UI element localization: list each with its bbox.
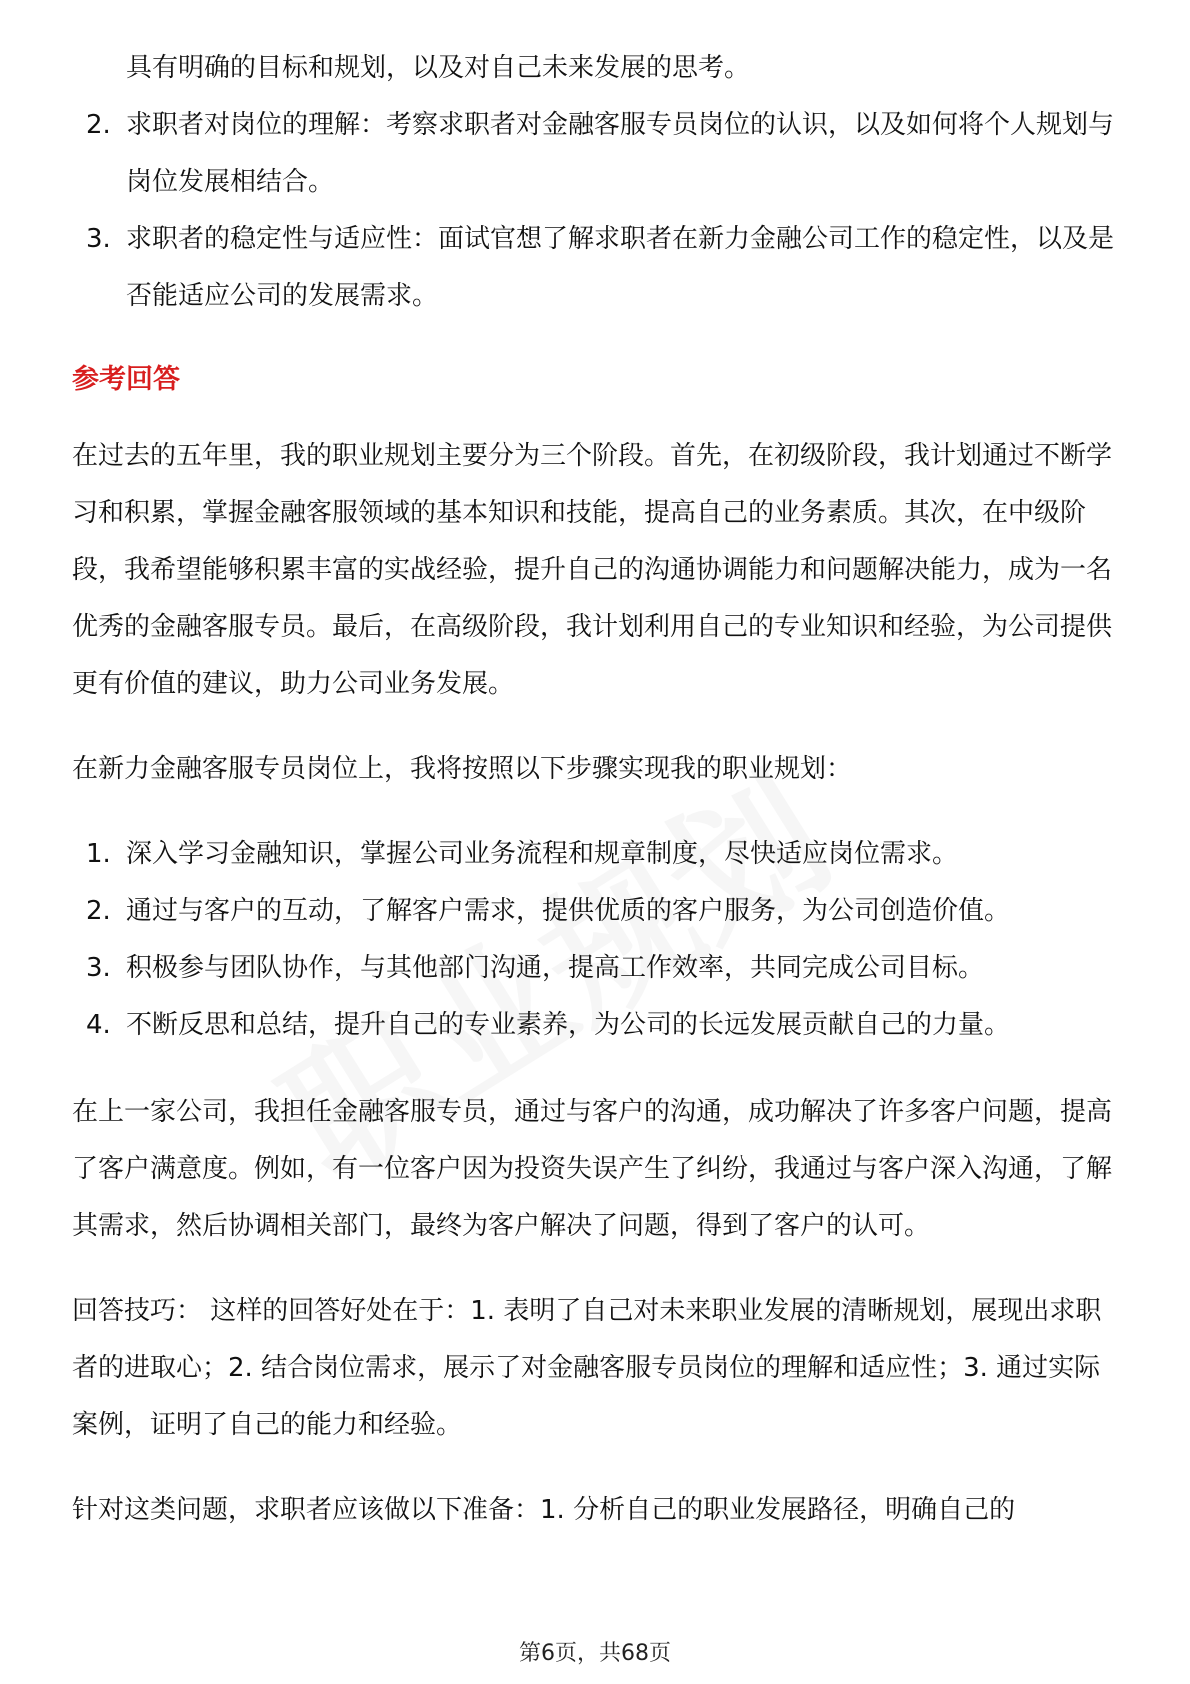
list-item-number: 4. (86, 1010, 111, 1040)
list-item (72, 97, 1122, 211)
page-number-footer: 第6页，共68页 (519, 1641, 671, 1666)
steps-list (72, 826, 1122, 1054)
intro-list (72, 97, 1122, 325)
answer-paragraph-steps-intro: 在新力金融客服专员岗位上，我将按照以下步骤实现我的职业规划： (72, 754, 853, 784)
list-item-number: 1. (86, 839, 111, 869)
list-item-number: 3. (86, 953, 111, 983)
answer-tips-paragraph: 回答技巧： 这样的回答好处在于：1. 表明了自己对未来职业发展的清晰规划，展现出求职者的进取心；2. 结合岗位需求，展示了对金融客服专员岗位的理解和适应性；3. 通过实际案例，证明了自己的能力和经验。 (72, 1296, 1102, 1440)
list-item (72, 826, 1122, 883)
list-item-text: 积极参与团队协作，与其他部门沟通，提高工作效率，共同完成公司目标。 (126, 953, 985, 983)
list-item (72, 997, 1122, 1054)
intro-continuation-text: 具有明确的目标和规划，以及对自己未来发展的思考。 (126, 53, 751, 83)
list-item-text: 深入学习金融知识，掌握公司业务流程和规章制度，尽快适应岗位需求。 (126, 839, 959, 869)
list-item (72, 211, 1122, 325)
list-item-text: 求职者的稳定性与适应性：面试官想了解求职者在新力金融公司工作的稳定性，以及是否能适应公司的发展需求。 (126, 224, 1115, 311)
list-item-text: 求职者对岗位的理解：考察求职者对金融客服专员岗位的认识，以及如何将个人规划与岗位发展相结合。 (126, 110, 1115, 197)
answer-paragraph-career-plan: 在过去的五年里，我的职业规划主要分为三个阶段。首先，在初级阶段，我计划通过不断学习和积累，掌握金融客服领域的基本知识和技能，提高自己的业务素质。其次，在中级阶段，我希望能够积累丰富的实战经验，提升自己的沟通协调能力和问题解决能力，成为一名优秀的金融客服专员。最后，在高级阶段，我计划利用自己的专业知识和经验，为公司提供更有价值的建议，助力公司业务发展。 (72, 441, 1113, 699)
preparation-paragraph: 针对这类问题，求职者应该做以下准备：1. 分析自己的职业发展路径，明确自己的 (72, 1495, 1016, 1525)
list-item-text: 不断反思和总结，提升自己的专业素养，为公司的长远发展贡献自己的力量。 (126, 1010, 1011, 1040)
list-item (72, 883, 1122, 940)
section-title-reference-answer: 参考回答 (72, 364, 180, 395)
answer-paragraph-experience: 在上一家公司，我担任金融客服专员，通过与客户的沟通，成功解决了许多客户问题，提高了客户满意度。例如，有一位客户因为投资失误产生了纠纷，我通过与客户深入沟通，了解其需求，然后协调相关部门，最终为客户解决了问题，得到了客户的认可。 (72, 1097, 1113, 1241)
list-item (72, 940, 1122, 997)
list-item-number: 3. (86, 224, 111, 254)
list-item-number: 2. (86, 896, 111, 926)
list-item-number: 2. (86, 110, 111, 140)
list-item-text: 通过与客户的互动，了解客户需求，提供优质的客户服务，为公司创造价值。 (126, 896, 1011, 926)
page-content (72, 40, 1122, 1567)
